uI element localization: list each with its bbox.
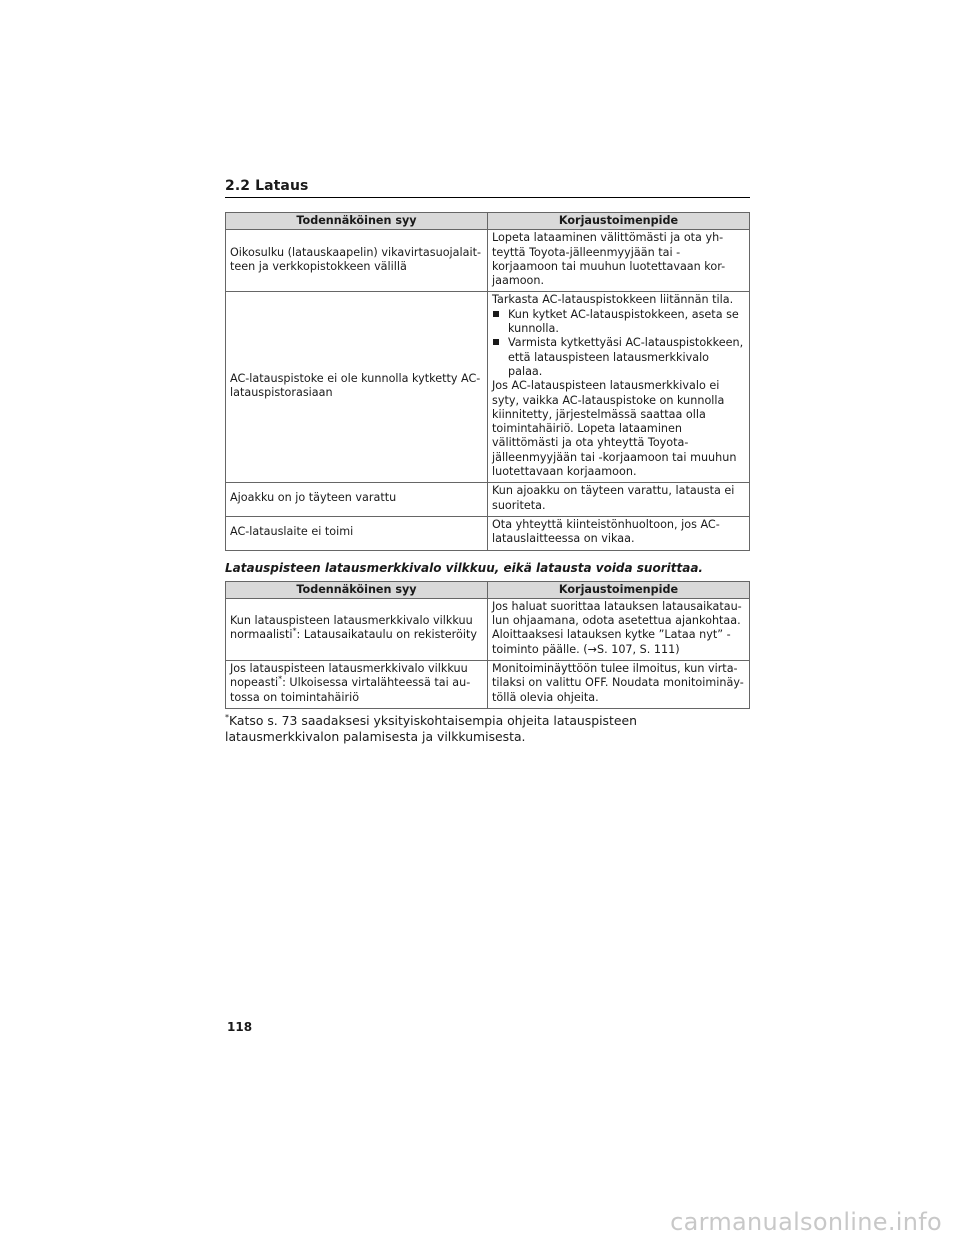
bullet-item — [492, 308, 745, 337]
remedy-cell: Kun ajoakku on täyteen varattu, latausta ei suoriteta. — [488, 483, 750, 517]
footnote-marker: * — [292, 626, 297, 636]
cause-cell: Oikosulku (latauskaapelin) vikavirtasuojalait-teen ja verkkopistokkeen välillä — [226, 230, 488, 292]
footnote-text: Katso s. 73 saadaksesi yksityiskohtaisempia ohjeita latauspisteen latausmerkkivalon palamisesta ja vilkkumisesta. — [225, 712, 637, 744]
table-row — [226, 598, 750, 660]
column-header-cause: Todennäköinen syy — [226, 581, 488, 598]
column-header-remedy: Korjaustoimenpide — [488, 213, 750, 230]
remedy-cell: Ota yhteyttä kiinteistönhuoltoon, jos AC-latauslaitteessa on vikaa. — [488, 516, 750, 550]
troubleshooting-table-2 — [225, 581, 750, 709]
table-row — [226, 661, 750, 709]
bullet-item — [492, 336, 745, 379]
bullet-text: Kun kytket AC-latauspistokkeen, aseta se kunnolla. — [508, 307, 739, 336]
footnote-marker: * — [225, 712, 229, 722]
footnote — [225, 713, 750, 745]
footnote-marker: * — [278, 674, 283, 684]
table-row — [226, 292, 750, 483]
column-header-cause: Todennäköinen syy — [226, 213, 488, 230]
cause-cell: AC-latauslaite ei toimi — [226, 516, 488, 550]
table-row — [226, 516, 750, 550]
cause-cell: Kun latauspisteen latausmerkkivalo vilkkuu normaalisti*: Latausaikataulu on rekisteröity — [226, 598, 488, 660]
bullet-text: Varmista kytkettyäsi AC-latauspistokkeen, että latauspisteen latausmerkkivalo palaa. — [508, 336, 744, 378]
cause-cell: Ajoakku on jo täyteen varattu — [226, 483, 488, 517]
watermark: carmanualsonline.info — [670, 1208, 942, 1236]
cause-cell: AC-latauspistoke ei ole kunnolla kytketty AC-latauspistorasiaan — [226, 292, 488, 483]
remedy-outro: Jos AC-latauspisteen latausmerkkivalo ei syty, vaikka AC-latauspistoke on kunnolla kiinnitetty, järjestelmässä saattaa olla toimintahäiriö. Lopeta lataaminen välittömästi ja ota yhteyttä Toyota-jälleenmyyjään tai -korjaamoon tai muuhun luotettavaan korjaamoon. — [492, 379, 737, 479]
square-bullet-icon — [492, 336, 508, 379]
table-header-row — [226, 213, 750, 230]
section-title: 2.2 Lataus — [225, 178, 750, 198]
troubleshooting-table-1 — [225, 212, 750, 551]
table-header-row — [226, 581, 750, 598]
cause-cell: Jos latauspisteen latausmerkkivalo vilkkuu nopeasti*: Ulkoisessa virtalähteessä tai au-tossa on toimintahäiriö — [226, 661, 488, 709]
remedy-cell: Jos haluat suorittaa latauksen latausaikatau-lun ohjaamana, odota asetettua ajankohtaa. Aloittaaksesi latauksen kytke ”Lataa nyt” -toiminto päälle. (→S. 107, S. 111) — [488, 598, 750, 660]
square-bullet-icon — [492, 308, 508, 337]
remedy-cell: Lopeta lataaminen välittömästi ja ota yh-teyttä Toyota-jälleenmyyjään tai -korjaamoon tai muuhun luotettavaan kor-jaamoon. — [488, 230, 750, 292]
remedy-intro: Tarkasta AC-latauspistokkeen liitännän tila. — [492, 293, 734, 307]
page-number: 118 — [227, 1020, 253, 1034]
subheading: Latauspisteen latausmerkkivalo vilkkuu, eikä latausta voida suorittaa. — [225, 560, 703, 575]
remedy-cell — [488, 292, 750, 483]
remedy-cell: Monitoiminäyttöön tulee ilmoitus, kun virta-tilaksi on valittu OFF. Noudata monitoiminäy-töllä olevia ohjeita. — [488, 661, 750, 709]
table-row — [226, 230, 750, 292]
column-header-remedy: Korjaustoimenpide — [488, 581, 750, 598]
table-row — [226, 483, 750, 517]
page-content — [225, 178, 750, 745]
